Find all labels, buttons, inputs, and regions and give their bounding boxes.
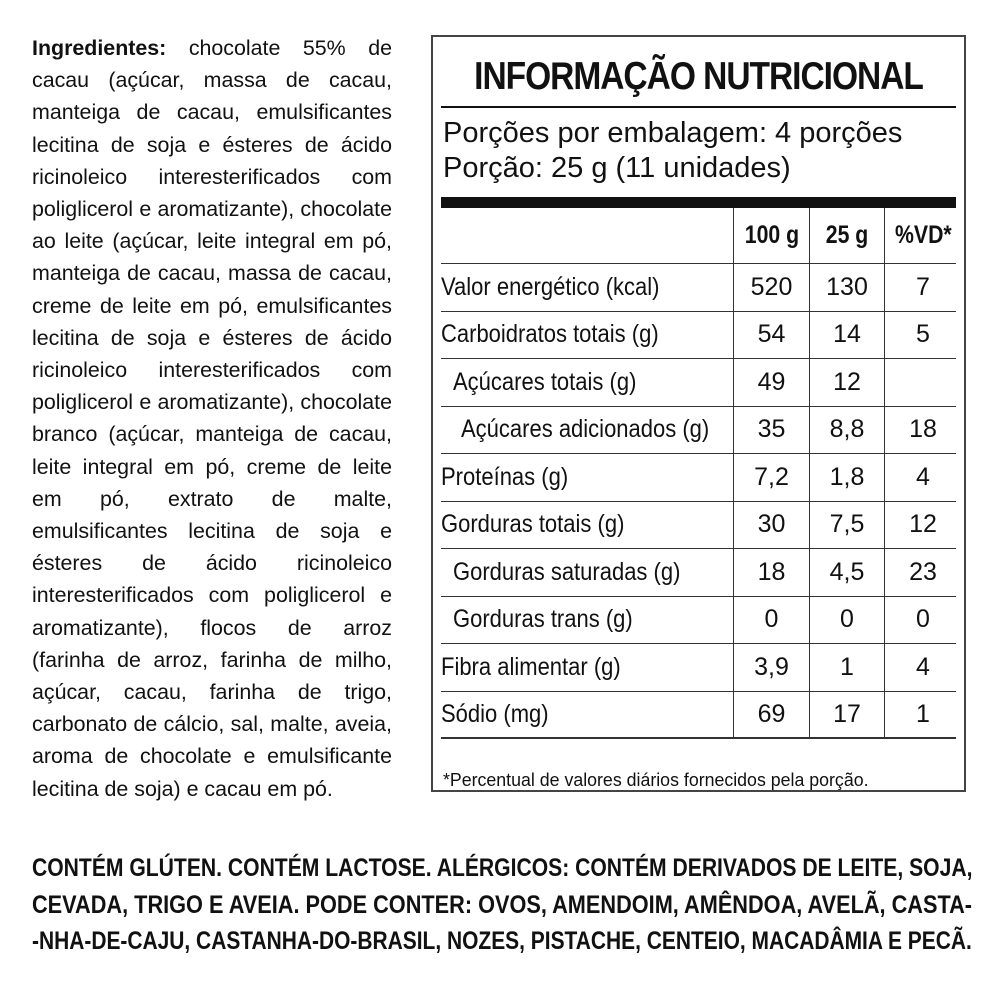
row-vd: 18 (884, 407, 961, 454)
allergen-line: -NHA-DE-CAJU, CASTANHA-DO-BRASIL, NOZES, PISTACHE, CENTEIO, MACADÂMIA E PECÃ. (32, 927, 972, 955)
row-100g: 18 (733, 549, 809, 596)
title-divider (441, 106, 956, 108)
table-row (441, 502, 956, 550)
table-row (441, 644, 956, 692)
row-100g: 0 (733, 597, 809, 644)
vd-footnote-text: *Percentual de valores diários fornecidos pela porção. (443, 769, 869, 790)
table-row (441, 264, 956, 312)
header-vd (884, 208, 961, 263)
serving-size: Porção: 25 g (11 unidades) (443, 152, 791, 184)
row-vd: 7 (884, 264, 961, 311)
row-label: Açúcares adicionados (g) (461, 415, 710, 444)
table-header-row (441, 208, 956, 264)
header-100g-text: 100 g (744, 221, 799, 249)
row-vd: 5 (884, 312, 961, 359)
table-row (441, 692, 956, 740)
row-vd: 4 (884, 454, 961, 501)
row-label: Carboidratos totais (g) (441, 320, 659, 349)
row-label: Valor energético (kcal) (441, 272, 660, 301)
header-vd-text: %VD* (894, 221, 952, 249)
table-row (441, 454, 956, 502)
row-25g: 1 (809, 644, 884, 691)
table-row (441, 312, 956, 360)
row-label: Açúcares totais (g) (453, 367, 637, 396)
ingredients-text (32, 32, 392, 805)
header-label-cell (441, 208, 731, 263)
row-label: Gorduras trans (g) (453, 605, 633, 634)
header-25g (809, 208, 884, 263)
ingredients-label: Ingredientes: (32, 36, 167, 60)
row-25g: 0 (809, 597, 884, 644)
allergen-line: CONTÉM GLÚTEN. CONTÉM LACTOSE. ALÉRGICOS: CONTÉM DERIVADOS DE LEITE, SOJA, (32, 854, 973, 882)
table-row (441, 597, 956, 645)
row-25g: 17 (809, 692, 884, 738)
row-100g: 520 (733, 264, 809, 311)
row-label: Proteínas (g) (441, 462, 569, 491)
table-row (441, 407, 956, 455)
row-label: Sódio (mg) (441, 699, 549, 728)
row-label: Fibra alimentar (g) (441, 652, 621, 681)
row-label: Gorduras saturadas (g) (453, 557, 681, 586)
row-vd: 1 (884, 692, 961, 738)
row-vd: 4 (884, 644, 961, 691)
row-100g: 35 (733, 407, 809, 454)
row-25g: 8,8 (809, 407, 884, 454)
header-25g-text: 25 g (825, 221, 869, 249)
row-25g: 12 (809, 359, 884, 406)
table-row (441, 549, 956, 597)
row-100g: 7,2 (733, 454, 809, 501)
thick-divider (441, 197, 956, 208)
nutrition-facts-panel (431, 35, 966, 792)
vd-footnote (443, 769, 886, 791)
nutrition-table (441, 208, 956, 739)
allergen-warning (32, 850, 972, 960)
row-100g: 3,9 (733, 644, 809, 691)
row-100g: 54 (733, 312, 809, 359)
row-vd: 23 (884, 549, 961, 596)
row-vd (884, 359, 961, 406)
row-100g: 49 (733, 359, 809, 406)
row-25g: 7,5 (809, 502, 884, 549)
row-vd: 12 (884, 502, 961, 549)
table-row (441, 359, 956, 407)
row-100g: 30 (733, 502, 809, 549)
ingredients-list: chocolate 55% de cacau (açúcar, massa de cacau, manteiga de cacau, emulsificantes lecitina de soja e ésteres de ácido ricinoleico interesterificados com poliglicerol e aromatizante), chocolate ao leite (açúcar, leite integral em pó, manteiga de cacau, massa de cacau, creme de leite em pó, emulsificantes lecitina de soja e ésteres de ácido ricinoleico interesterificados com poliglicerol e aromatizante), chocolate branco (açúcar, manteiga de cacau, leite integral em pó, creme de leite em pó, extrato de malte, emulsificantes lecitina de soja e ésteres de ácido ricinoleico interesterificados com poliglicerol e aromatizante), flocos de arroz (farinha de arroz, farinha de milho, açúcar, cacau, farinha de trigo, carbonato de cálcio, sal, malte, aveia, aroma de chocolate e emulsificante lecitina de soja) e cacau em pó. (32, 36, 392, 801)
row-25g: 1,8 (809, 454, 884, 501)
row-25g: 14 (809, 312, 884, 359)
row-100g: 69 (733, 692, 809, 738)
row-label: Gorduras totais (g) (441, 510, 625, 539)
servings-per-package: Porções por embalagem: 4 porções (443, 117, 903, 149)
row-25g: 4,5 (809, 549, 884, 596)
allergen-line: CEVADA, TRIGO E AVEIA. PODE CONTER: OVOS, AMENDOIM, AMÊNDOA, AVELÃ, CASTA- (32, 890, 973, 919)
header-100g (733, 208, 809, 263)
nutrition-title: INFORMAÇÃO NUTRICIONAL (474, 55, 923, 98)
row-vd: 0 (884, 597, 961, 644)
row-25g: 130 (809, 264, 884, 311)
